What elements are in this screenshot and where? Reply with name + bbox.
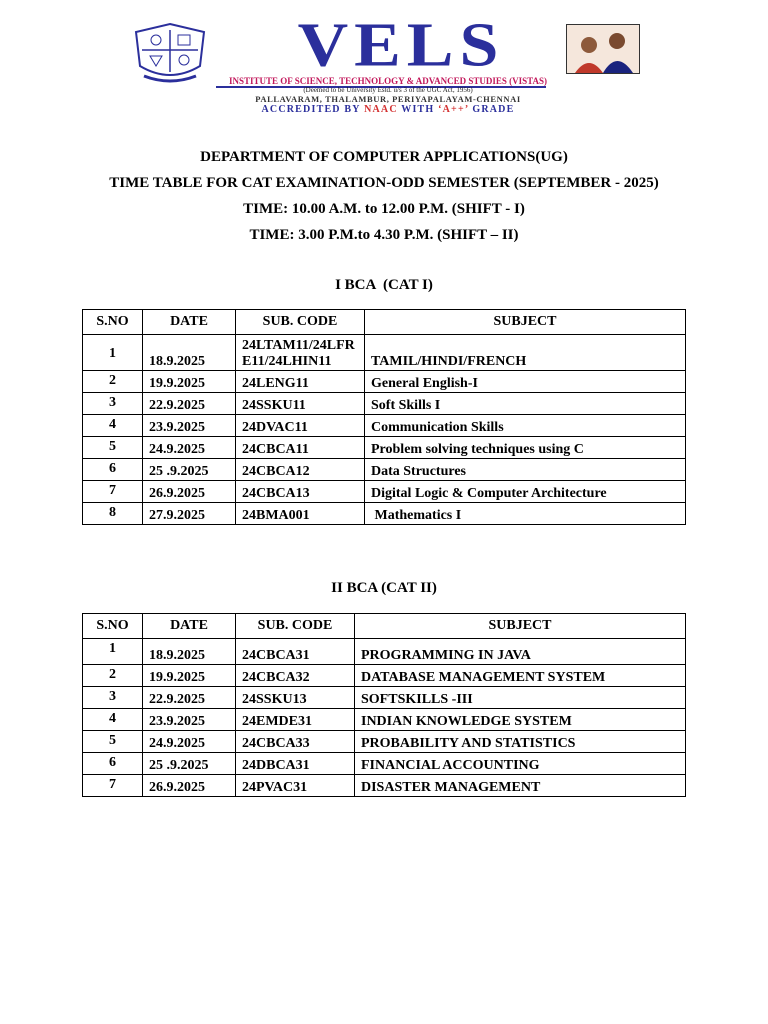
cell-subject: Communication Skills [365,415,686,437]
cell-date: 24.9.2025 [143,437,236,459]
cell-date: 26.9.2025 [143,775,236,797]
cell-subject: FINANCIAL ACCOUNTING [355,753,686,775]
cell-subject: Problem solving techniques using C [365,437,686,459]
cell-sno: 7 [83,481,143,503]
column-header-subject: SUBJECT [365,310,686,335]
cell-subject: Data Structures [365,459,686,481]
deemed-university-note: (Deemed to be University Estd. u/s 3 of the UGC Act, 1956) [303,86,473,94]
cell-sub-code: 24CBCA11 [236,437,365,459]
cell-sub-code: 24CBCA31 [236,639,355,665]
table-header-row [83,614,686,639]
table-row [83,415,686,437]
table-row [83,753,686,775]
cell-sno: 6 [83,753,143,775]
cell-subject: Soft Skills I [365,393,686,415]
cell-sno: 7 [83,775,143,797]
cell-date: 22.9.2025 [143,687,236,709]
cell-sno: 4 [83,415,143,437]
table-row [83,335,686,371]
cell-date: 25 .9.2025 [143,753,236,775]
cell-sno: 8 [83,503,143,525]
cell-date: 18.9.2025 [143,335,236,371]
cell-sno: 2 [83,665,143,687]
cell-sub-code: 24DVAC11 [236,415,365,437]
table-row [83,731,686,753]
timetable-i-bca [82,309,686,525]
column-header-date: DATE [143,614,236,639]
cell-subject: DISASTER MANAGEMENT [355,775,686,797]
table-row [83,393,686,415]
cell-date: 22.9.2025 [143,393,236,415]
table-row [83,687,686,709]
cell-subject: Digital Logic & Computer Architecture [365,481,686,503]
accreditation-line [168,104,608,115]
institute-name: INSTITUTE OF SCIENCE, TECHNOLOGY & ADVANCED STUDIES (VISTAS) [229,76,547,86]
column-header-sno: S.NO [83,614,143,639]
section-heading-ii-bca: II BCA (CAT II) [331,580,437,596]
accreditation-with: WITH [397,104,439,115]
table-header-row [83,310,686,335]
shift-one-time: TIME: 10.00 A.M. to 12.00 P.M. (SHIFT - I) [243,201,525,217]
accreditation-naac: NAAC [364,104,398,115]
cell-sno: 6 [83,459,143,481]
cell-date: 26.9.2025 [143,481,236,503]
cell-subject: DATABASE MANAGEMENT SYSTEM [355,665,686,687]
column-header-date: DATE [143,310,236,335]
cell-sub-code: 24BMA001 [236,503,365,525]
cell-sub-code: 24CBCA32 [236,665,355,687]
cell-sno: 2 [83,371,143,393]
cell-sno: 1 [83,639,143,665]
cell-sub-code: 24CBCA33 [236,731,355,753]
cell-subject: Mathematics I [365,503,686,525]
table-row [83,459,686,481]
cell-sno: 3 [83,687,143,709]
shift-two-time: TIME: 3.00 P.M.to 4.30 P.M. (SHIFT – II) [249,227,519,243]
cell-sub-code: 24DBCA31 [236,753,355,775]
cell-sno: 4 [83,709,143,731]
cell-subject: PROBABILITY AND STATISTICS [355,731,686,753]
cell-subject: General English-I [365,371,686,393]
cell-sub-code: 24SSKU11 [236,393,365,415]
cell-sub-code: 24CBCA13 [236,481,365,503]
cell-sno: 3 [83,393,143,415]
cell-date: 19.9.2025 [143,371,236,393]
accreditation-suffix: GRADE [468,104,515,115]
accreditation-grade: ‘A++’ [438,104,469,115]
table-row [83,709,686,731]
cell-sub-code: 24CBCA12 [236,459,365,481]
cell-subject: TAMIL/HINDI/FRENCH [365,335,686,371]
institution-wordmark: VELS [297,10,505,80]
column-header-sub-code: SUB. CODE [236,614,355,639]
cell-sub-code: 24PVAC31 [236,775,355,797]
cell-date: 23.9.2025 [143,709,236,731]
cell-sub-code: 24EMDE31 [236,709,355,731]
department-title: DEPARTMENT OF COMPUTER APPLICATIONS(UG) [200,149,568,165]
timetable-title: TIME TABLE FOR CAT EXAMINATION-ODD SEMESTER (SEPTEMBER - 2025) [109,175,659,191]
table-row [83,371,686,393]
cell-date: 19.9.2025 [143,665,236,687]
cell-date: 27.9.2025 [143,503,236,525]
cell-subject: INDIAN KNOWLEDGE SYSTEM [355,709,686,731]
cell-date: 25 .9.2025 [143,459,236,481]
table-row [83,437,686,459]
cell-sub-code: 24SSKU13 [236,687,355,709]
table-row [83,665,686,687]
cell-sno: 5 [83,731,143,753]
section-heading-i-bca: I BCA (CAT I) [335,277,433,293]
table-row [83,503,686,525]
cell-sub-code: 24LENG11 [236,371,365,393]
institute-address: PALLAVARAM, THALAMBUR, PERIYAPALAYAM-CHENNAI [255,94,521,104]
cell-sub-code: 24LTAM11/24LFRE11/24LHIN11 [236,335,365,371]
cell-subject: PROGRAMMING IN JAVA [355,639,686,665]
cell-date: 23.9.2025 [143,415,236,437]
column-header-sub-code: SUB. CODE [236,310,365,335]
founders-photo [566,24,640,74]
table-row [83,639,686,665]
cell-sno: 1 [83,335,143,371]
cell-subject: SOFTSKILLS -III [355,687,686,709]
table-row [83,775,686,797]
accreditation-prefix: ACCREDITED BY [261,104,365,115]
cell-date: 24.9.2025 [143,731,236,753]
cell-sno: 5 [83,437,143,459]
column-header-sno: S.NO [83,310,143,335]
cell-date: 18.9.2025 [143,639,236,665]
column-header-subject: SUBJECT [355,614,686,639]
timetable-ii-bca [82,613,686,797]
table-row [83,481,686,503]
letterhead [128,10,640,115]
